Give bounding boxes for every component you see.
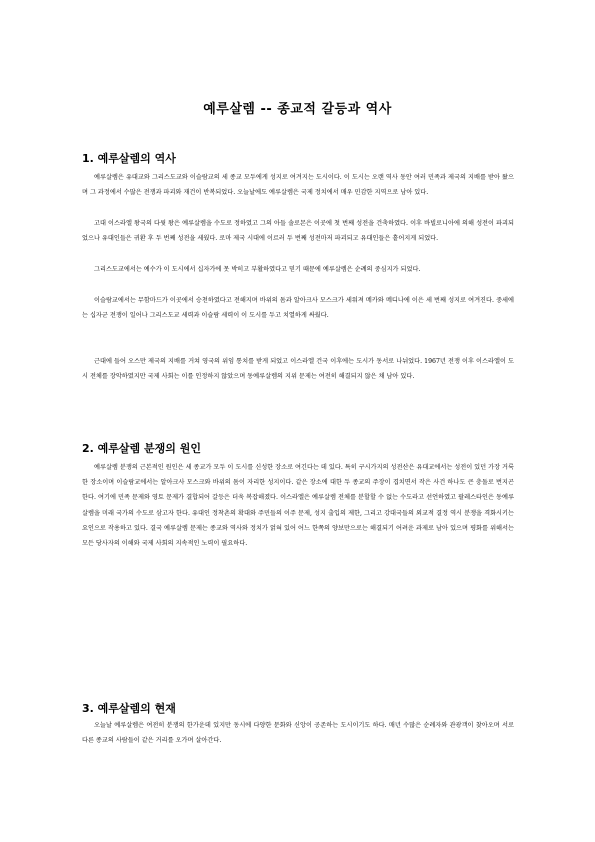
section-heading-causes: 2. 예루살렘 분쟁의 원인 (82, 442, 201, 455)
paragraph: 이슬람교에서는 무함마드가 이곳에서 승천하였다고 전해지며 바위의 돔과 알아크사 모스크가 세워져 메카와 메디나에 이은 세 번째 성지로 여겨진다. 중세에는 십자군 전쟁이 일어나 그리스도교 세력과 이슬람 세력이 이 도시를 두고 치열하게 싸웠다. (82, 297, 514, 320)
paragraph: 예루살렘은 유대교와 그리스도교와 이슬람교의 세 종교 모두에게 성지로 여겨지는 도시이다. 이 도시는 오랜 역사 동안 여러 민족과 제국의 지배를 받아 왔으며 그 과정에서 수많은 전쟁과 파괴와 재건이 반복되었다. 오늘날에도 예루살렘은 국제 정치에서 매우 민감한 지역으로 남아 있다. (82, 174, 514, 197)
paragraph: 고대 이스라엘 왕국의 다윗 왕은 예루살렘을 수도로 정하였고 그의 아들 솔로몬은 이곳에 첫 번째 성전을 건축하였다. 이후 바빌로니아에 의해 성전이 파괴되었으나 유대인들은 귀환 후 두 번째 성전을 세웠다. 로마 제국 시대에 이르러 두 번째 성전마저 파괴되고 유대인들은 흩어지게 되었다. (82, 220, 514, 243)
section-heading-history: 1. 예루살렘의 역사 (82, 152, 176, 165)
paragraph: 그리스도교에서는 예수가 이 도시에서 십자가에 못 박히고 부활하였다고 믿기 때문에 예루살렘은 순례의 중심지가 되었다. (94, 266, 421, 273)
document-title: 예루살렘 -- 종교적 갈등과 역사 (203, 102, 392, 117)
paragraph: 예루살렘 분쟁의 근본적인 원인은 세 종교가 모두 이 도시를 신성한 장소로 여긴다는 데 있다. 특히 구시가지의 성전산은 유대교에서는 성전이 있던 가장 거룩한 장소이며 이슬람교에서는 알아크사 모스크와 바위의 돔이 자리한 성지이다. 같은 장소에 대한 두 종교의 주장이 겹치면서 작은 사건 하나도 큰 충돌로 번지곤 한다. 여기에 민족 문제와 영토 문제가 결합되어 갈등은 더욱 복잡해졌다. 이스라엘은 예루살렘 전체를 분할할 수 없는 수도라고 선언하였고 팔레스타인은 동예루살렘을 미래 국가의 수도로 삼고자 한다. 유대인 정착촌의 확대와 주민들의 이주 문제, 성지 출입의 제한, 그리고 강대국들의 외교적 결정 역시 분쟁을 격화시키는 요인으로 작용하고 있다. 결국 예루살렘 문제는 종교와 역사와 정치가 얽혀 있어 어느 한쪽의 양보만으로는 해결되기 어려운 과제로 남아 있으며 평화를 위해서는 모든 당사자의 이해와 국제 사회의 지속적인 노력이 필요하다. (82, 464, 514, 548)
section-heading-present: 3. 예루살렘의 현재 (82, 702, 176, 715)
paragraph: 오늘날 예루살렘은 여전히 분쟁의 한가운데 있지만 동시에 다양한 문화와 신앙이 공존하는 도시이기도 하다. 매년 수많은 순례자와 관광객이 찾아오며 서로 다른 종교의 사람들이 같은 거리를 오가며 살아간다. (82, 722, 514, 745)
paragraph: 근대에 들어 오스만 제국의 지배를 거쳐 영국의 위임 통치를 받게 되었고 이스라엘 건국 이후에는 도시가 동서로 나뉘었다. 1967년 전쟁 이후 이스라엘이 도시 전체를 장악하였지만 국제 사회는 이를 인정하지 않았으며 동예루살렘의 지위 문제는 여전히 해결되지 않은 채 남아 있다. (82, 358, 514, 381)
